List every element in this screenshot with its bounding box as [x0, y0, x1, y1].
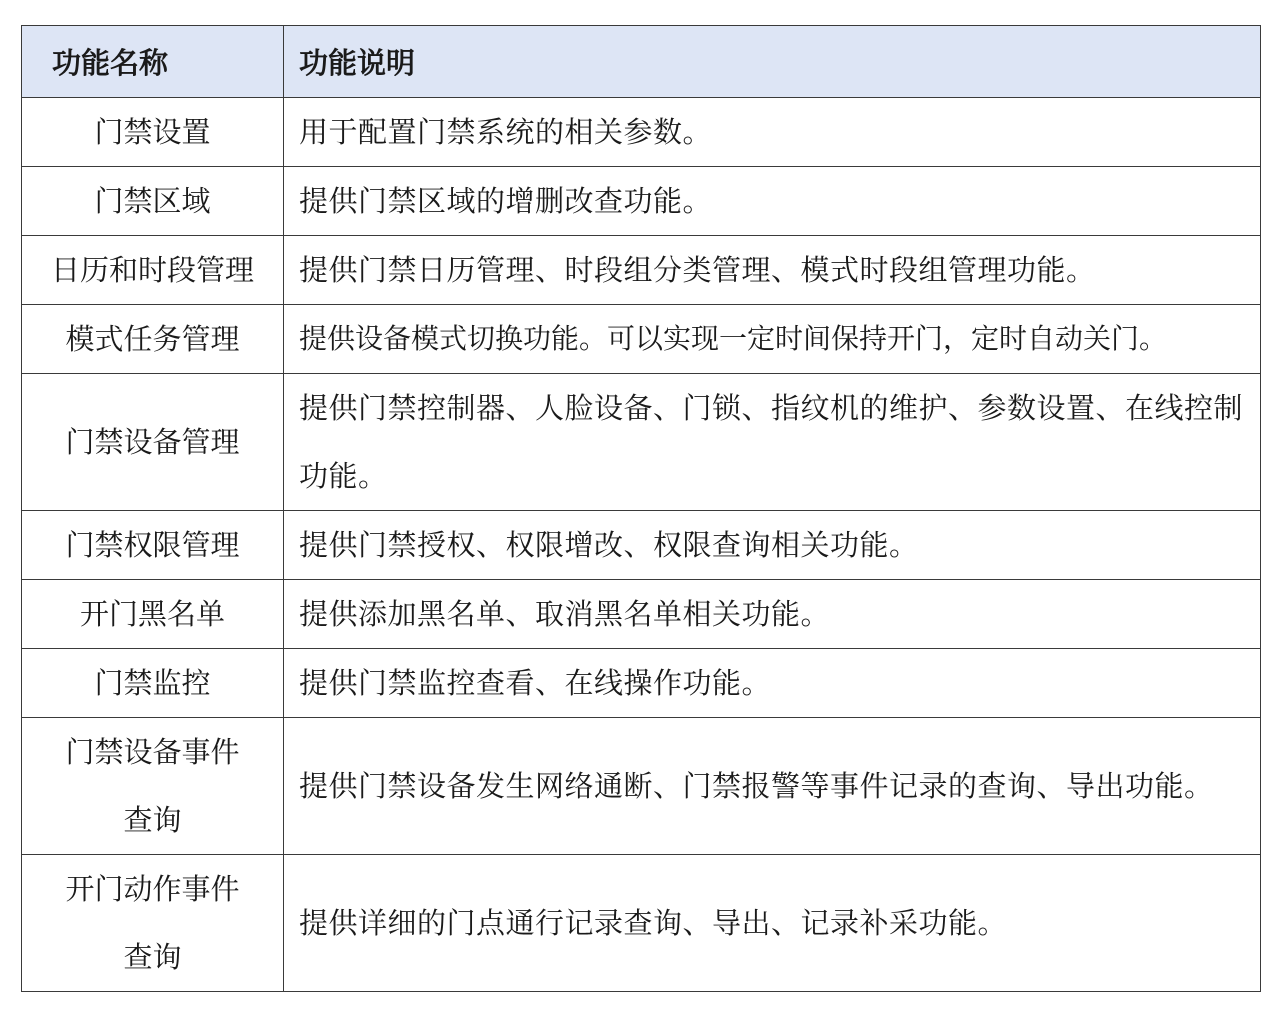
feature-description-cell: 提供设备模式切换功能。可以实现一定时间保持开门，定时自动关门。: [284, 305, 1261, 374]
table-row: [22, 718, 1261, 855]
table-header-row: [22, 26, 1261, 98]
table-row: [22, 580, 1261, 649]
feature-description-cell: 提供门禁监控查看、在线操作功能。: [284, 649, 1261, 718]
table-row: [22, 374, 1261, 511]
table-row: [22, 305, 1261, 374]
feature-name-cell: 门禁设备事件查询: [22, 718, 284, 855]
feature-table: [21, 25, 1261, 992]
header-feature-name: 功能名称: [22, 26, 284, 98]
feature-name-cell: 门禁权限管理: [22, 511, 284, 580]
table-row: [22, 167, 1261, 236]
feature-name-cell: 日历和时段管理: [22, 236, 284, 305]
feature-description-cell: 提供添加黑名单、取消黑名单相关功能。: [284, 580, 1261, 649]
feature-description-cell: 提供详细的门点通行记录查询、导出、记录补采功能。: [284, 855, 1261, 992]
feature-name-cell: 门禁设备管理: [22, 374, 284, 511]
table-row: [22, 855, 1261, 992]
feature-name-cell: 门禁区域: [22, 167, 284, 236]
table-row: [22, 649, 1261, 718]
feature-name-cell: 门禁监控: [22, 649, 284, 718]
feature-name-cell: 模式任务管理: [22, 305, 284, 374]
feature-description-cell: 用于配置门禁系统的相关参数。: [284, 98, 1261, 167]
header-feature-description: 功能说明: [284, 26, 1261, 98]
feature-description-cell: 提供门禁授权、权限增改、权限查询相关功能。: [284, 511, 1261, 580]
feature-description-cell: 提供门禁控制器、人脸设备、门锁、指纹机的维护、参数设置、在线控制功能。: [284, 374, 1261, 511]
feature-description-cell: 提供门禁设备发生网络通断、门禁报警等事件记录的查询、导出功能。: [284, 718, 1261, 855]
feature-table-container: [21, 25, 1260, 992]
table-row: [22, 511, 1261, 580]
feature-description-cell: 提供门禁区域的增删改查功能。: [284, 167, 1261, 236]
table-row: [22, 98, 1261, 167]
feature-description-cell: 提供门禁日历管理、时段组分类管理、模式时段组管理功能。: [284, 236, 1261, 305]
feature-name-cell: 开门动作事件查询: [22, 855, 284, 992]
table-row: [22, 236, 1261, 305]
feature-name-cell: 开门黑名单: [22, 580, 284, 649]
feature-name-cell: 门禁设置: [22, 98, 284, 167]
